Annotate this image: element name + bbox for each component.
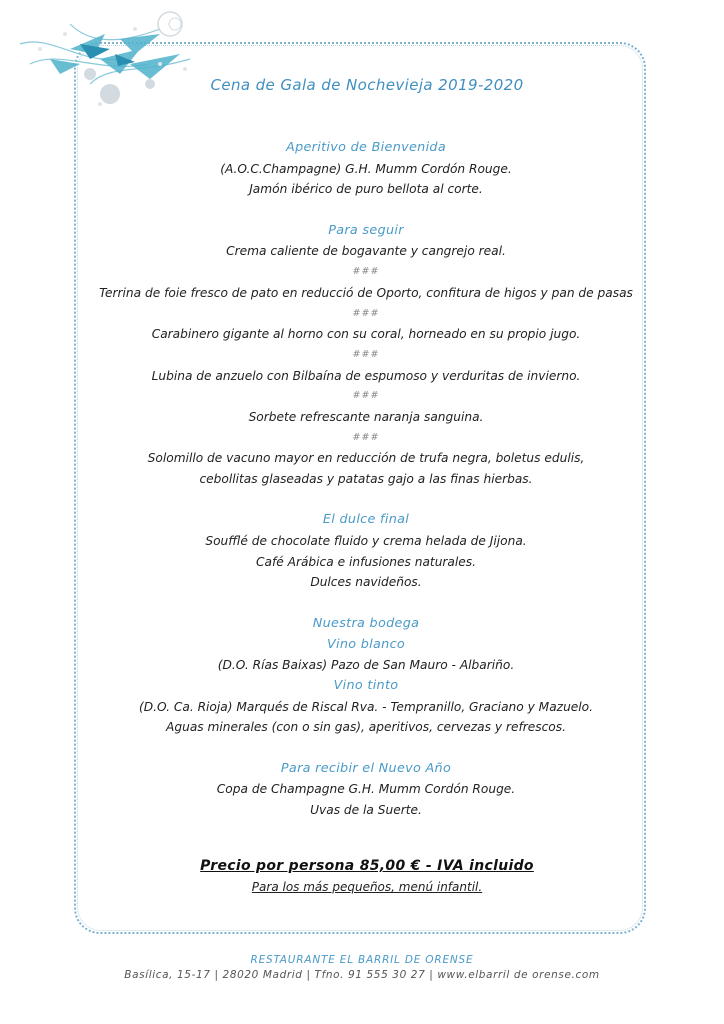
price-per-person: Precio por persona 85,00 € - IVA incluido (200, 858, 534, 874)
section-title-nuevo-ano: Para recibir el Nuevo Año (280, 760, 452, 776)
menu-item: (A.O.C.Champagne) G.H. Mumm Cordón Rouge. (220, 161, 512, 176)
section-title-vino-blanco: Vino blanco (326, 636, 406, 652)
price-block (0, 858, 724, 894)
restaurant-contact: Basílica, 15-17 | 28020 Madrid | Tfno. 91 555 30 27 | www.elbarril de orense.com (124, 969, 600, 981)
menu-item: Sorbete refrescante naranja sanguina. (248, 409, 484, 424)
menu-title: Cena de Gala de Nochevieja 2019-2020 (210, 76, 524, 94)
menu-item: Dulces navideños. (310, 575, 422, 590)
menu-item: Solomillo de vacuno mayor en reducción de trufa negra, boletus edulis, (147, 451, 585, 466)
menu-item: Aguas minerales (con o sin gas), aperitivos, cervezas y refrescos. (166, 720, 566, 735)
separator: ### (352, 348, 380, 360)
menu-item: Café Arábica e infusiones naturales. (255, 554, 477, 569)
kids-menu-note: Para los más pequeños, menú infantil. (251, 880, 483, 894)
menu-item: Soufflé de chocolate fluido y crema helada de Jijona. (205, 534, 527, 549)
christmas-ornament-decoration (10, 4, 210, 124)
section-title-dulce-final: El dulce final (322, 512, 410, 528)
separator: ### (352, 307, 380, 319)
separator: ### (352, 431, 380, 443)
section-title-bodega: Nuestra bodega (312, 615, 420, 631)
menu-item: Terrina de foie fresco de pato en reducció de Oporto, confitura de higos y pan de pasas (99, 285, 633, 300)
menu-item: Uvas de la Suerte. (310, 803, 422, 817)
menu-item: Crema caliente de bogavante y cangrejo real. (226, 244, 506, 259)
separator: ### (352, 266, 380, 278)
menu-item: Carabinero gigante al horno con su coral, horneado en su propio jugo. (151, 327, 581, 342)
separator: ### (352, 390, 380, 402)
menu-item: Jamón ibérico de puro bellota al corte. (249, 182, 483, 197)
menu-item: Lubina de anzuelo con Bilbaína de espumoso y verduritas de invierno. (151, 368, 581, 383)
menu-item: cebollitas glaseadas y patatas gajo a las finas hierbas. (199, 472, 533, 486)
section-title-aperitivo: Aperitivo de Bienvenida (286, 140, 446, 155)
section-title-para-seguir: Para seguir (328, 222, 404, 238)
menu-item: (D.O. Ca. Rioja) Marqués de Riscal Rva. - Tempranillo, Graciano y Mazuelo. (138, 699, 594, 714)
footer (0, 954, 724, 981)
menu-item: Copa de Champagne G.H. Mumm Cordón Rouge. (216, 782, 516, 797)
section-title-vino-tinto: Vino tinto (333, 677, 399, 693)
menu-body (40, 138, 692, 821)
menu-item: (D.O. Rías Baixas) Pazo de San Mauro - Albariño. (217, 658, 515, 673)
restaurant-name: RESTAURANTE EL BARRIL DE ORENSE (250, 954, 474, 966)
